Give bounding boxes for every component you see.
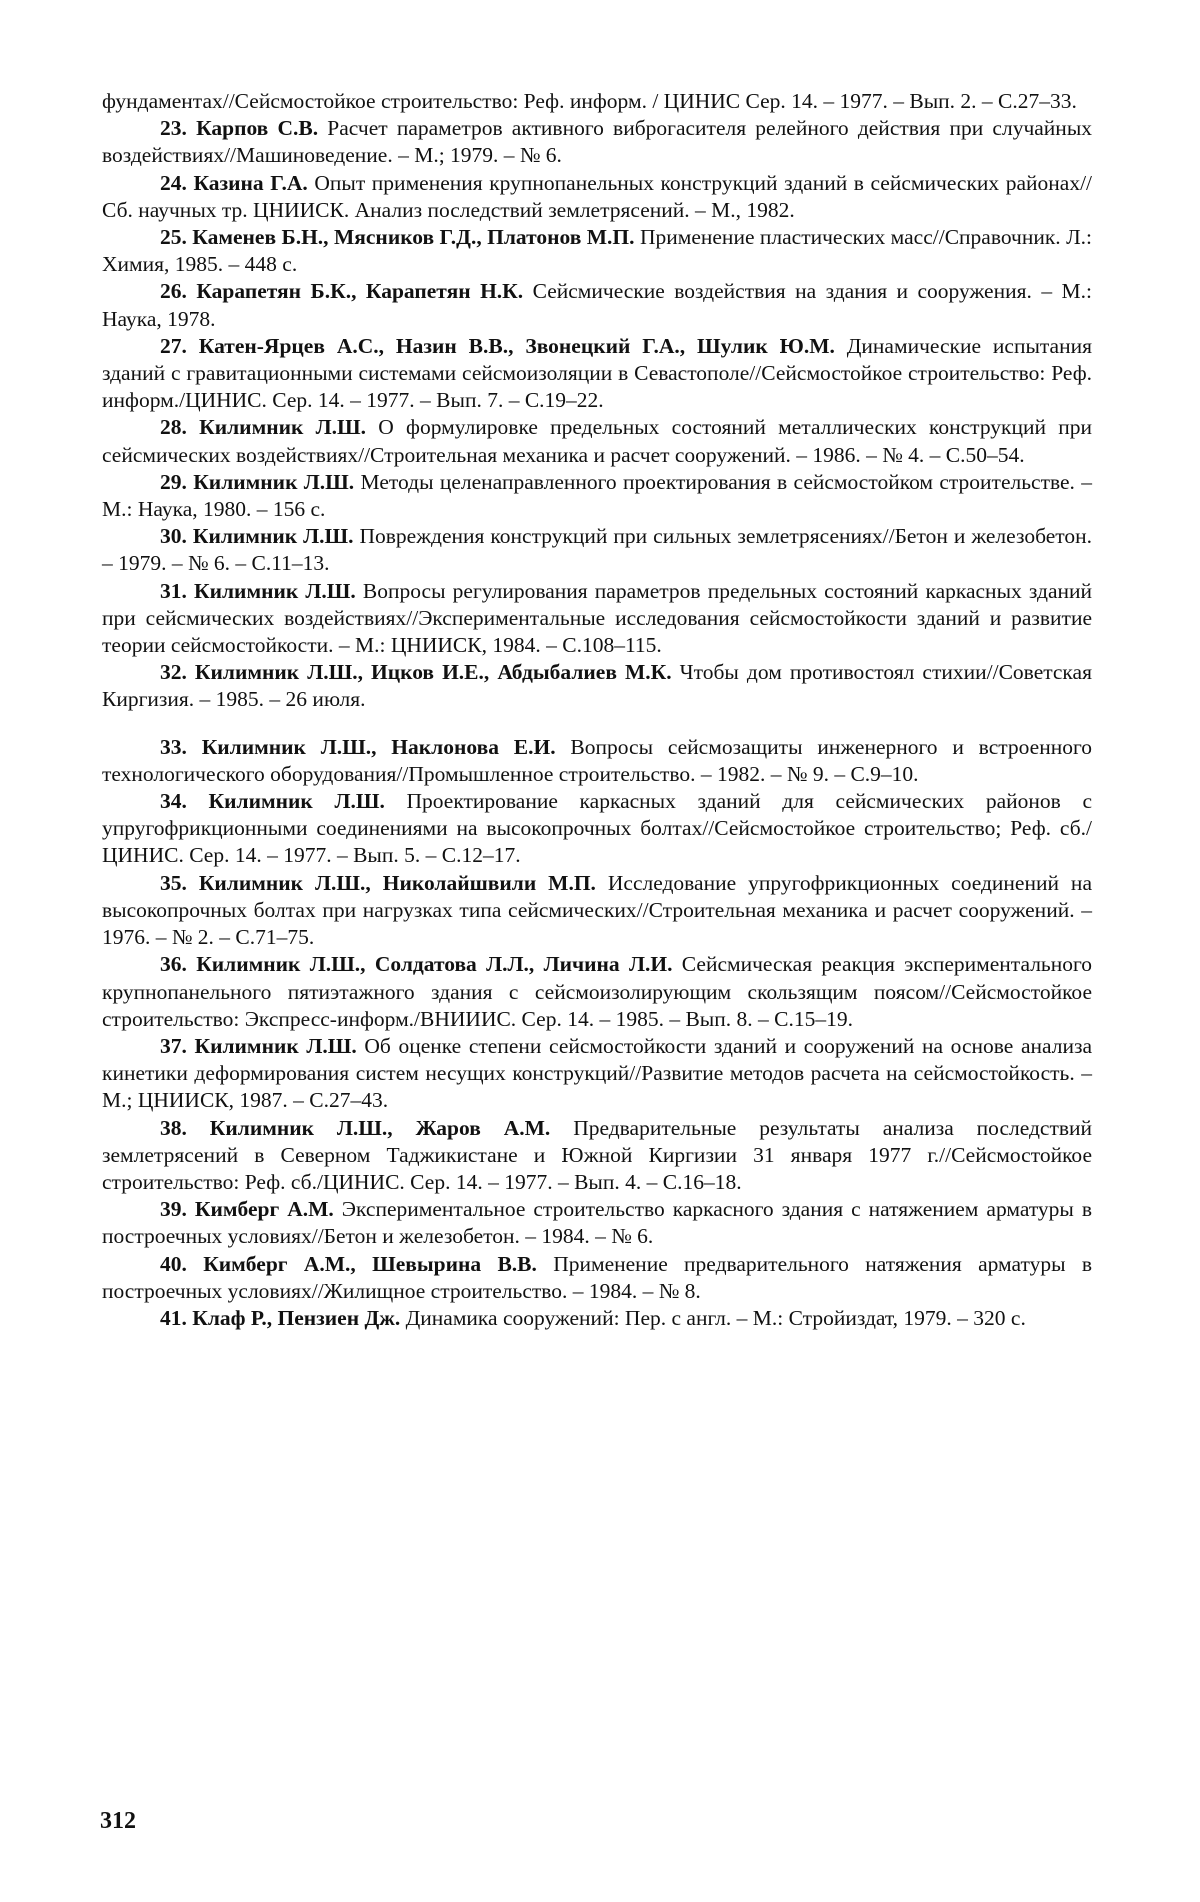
reference-number: 27.: [160, 333, 187, 358]
reference-authors: Килимник Л.Ш., Жаров А.М.: [209, 1115, 551, 1140]
reference-authors: Килимник Л.Ш.: [192, 524, 354, 549]
reference-number: 31.: [160, 578, 187, 603]
reference-item: [102, 659, 1092, 713]
reference-authors: Килимник Л.Ш., Ицков И.Е., Абдыбалиев М.К.: [194, 660, 672, 685]
reference-authors: Каменев Б.Н., Мясников Г.Д., Платонов М.П.: [192, 225, 635, 250]
reference-number: 28.: [160, 415, 187, 440]
reference-item: [102, 469, 1092, 523]
reference-item: [102, 333, 1092, 415]
reference-text: Методы целенаправленного проектирования в сейсмостойком строительстве. – М.: Наука, 1980. – 156 с.: [102, 469, 1092, 522]
reference-item: [102, 170, 1092, 224]
reference-text: О формулировке предельных состояний металлических конструкций при сейсмических воздействиях//Строительная механика и расчет сооружений. – 1986. – № 4. – С.50–54.: [102, 415, 1093, 467]
reference-text: Чтобы дом противостоял стихии//Советская Киргизия. – 1985. – 26 июля.: [102, 660, 1092, 712]
reference-authors: Килимник Л.Ш., Солдатова Л.Л., Личина Л.И.: [196, 952, 673, 977]
reference-text: Динамика сооружений: Пер. с англ. – М.: Стройиздат, 1979. – 320 с.: [405, 1305, 1026, 1330]
reference-text: Экспериментальное строительство каркасного здания с натяжением арматуры в построечных условиях//Бетон и железобетон. – 1984. – № 6.: [102, 1197, 1093, 1249]
bibliography-list: [102, 88, 1092, 1332]
reference-text: Применение пластических масс//Справочник. Л.: Химия, 1985. – 448 с.: [102, 225, 1093, 277]
reference-text: Вопросы сейсмозащиты инженерного и встроенного технологического оборудования//Промышленное строительство. – 1982. – № 9. – С.9–10.: [102, 734, 1092, 786]
reference-number: 39.: [160, 1197, 187, 1222]
reference-number: 30.: [160, 524, 187, 549]
reference-text: Применение предварительного натяжения арматуры в построечных условиях//Жилищное строительство. – 1984. – № 8.: [102, 1251, 1092, 1303]
reference-authors: Килимник Л.Ш.: [208, 789, 385, 814]
page-number: 312: [100, 1808, 136, 1834]
reference-authors: Килимник Л.Ш.: [199, 415, 367, 440]
reference-number: 38.: [160, 1115, 187, 1140]
reference-number: 33.: [160, 734, 187, 759]
reference-text: Динамические испытания зданий с гравитационными системами сейсмоизоляции в Севастополе//Сейсмостойкое строительство: Реф. информ./ЦИНИС. Сер. 14. – 1977. – Вып. 7. – С.19–22.: [102, 333, 1092, 413]
reference-number: 34.: [160, 789, 187, 814]
reference-authors: Килимник Л.Ш., Николайшвили М.П.: [198, 870, 596, 895]
reference-number: 26.: [160, 279, 187, 304]
reference-item: [102, 278, 1092, 332]
reference-item: [102, 1305, 1092, 1332]
reference-item: [102, 578, 1092, 660]
reference-text: Сейсмические воздействия на здания и сооружения. – М.: Наука, 1978.: [102, 279, 1093, 331]
reference-number: 32.: [160, 660, 187, 685]
reference-authors: Казина Г.А.: [193, 170, 308, 195]
reference-item: [102, 788, 1092, 870]
reference-item: [102, 115, 1092, 169]
reference-authors: Килимник Л.Ш., Наклонова Е.И.: [201, 734, 556, 759]
reference-text: Сейсмическая реакция экспериментального крупнопанельного пятиэтажного здания с сейсмоизолирующим скользящим поясом//Сейсмостойкое строительство: Экспресс-информ./ВНИИИС. Сер. 14. – 1985. – Вып. 8. – С.15–19.: [102, 952, 1093, 1031]
reference-text: Предварительные результаты анализа последствий землетрясений в Северном Таджикистане и Южной Киргизии 31 января 1977 г.//Сейсмостойкое строительство: Реф. сб./ЦИНИС. Сер. 14. – 1977. – Вып. 4. – С.16–18.: [102, 1115, 1093, 1194]
reference-authors: Катен-Ярцев А.С., Назин В.В., Звонецкий Г.А., Шулик Ю.М.: [198, 333, 835, 358]
reference-item: [102, 951, 1092, 1033]
reference-text: Повреждения конструкций при сильных землетрясениях//Бетон и железобетон. – 1979. – № 6. – С.11–13.: [102, 524, 1093, 576]
reference-authors: Килимник Л.Ш.: [194, 1033, 357, 1058]
reference-item: [102, 870, 1092, 952]
reference-item: [102, 523, 1092, 577]
reference-item: [102, 1251, 1092, 1305]
reference-number: 41.: [160, 1305, 187, 1330]
reference-text: Исследование упругофрикционных соединений на высокопрочных болтах при нагрузках типа сейсмических//Строительная механика и расчет сооружений. – 1976. – № 2. – С.71–75.: [102, 870, 1092, 950]
reference-text: Опыт применения крупнопанельных конструкций зданий в сейсмических районах//Сб. научных тр. ЦНИИСК. Анализ последствий землетрясений. – М., 1982.: [102, 170, 1093, 222]
reference-authors: Кимберг А.М.: [194, 1197, 334, 1222]
reference-number: 24.: [160, 170, 187, 195]
reference-text: Об оценке степени сейсмостойкости зданий и сооружений на основе анализа кинетики деформирования систем несущих конструкций//Развитие методов расчета на сейсмостойкость. – М.; ЦНИИСК, 1987. – С.27–43.: [102, 1033, 1093, 1113]
reference-text: Проектирование каркасных зданий для сейсмических районов с упругофрикционными соединениями на высокопрочных болтах//Сейсмостойкое строительство; Реф. сб./ЦИНИС. Сер. 14. – 1977. – Вып. 5. – С.12–17.: [102, 789, 1093, 868]
reference-item: [102, 1033, 1092, 1115]
reference-continuation: [102, 88, 1092, 115]
reference-text: Вопросы регулирования параметров предельных состояний каркасных зданий при сейсмических воздействиях//Экспериментальные исследования сейсмостойкости зданий и развитие теории сейсмостойкости. – М.: ЦНИИСК, 1984. – С.108–115.: [102, 578, 1093, 658]
reference-number: 37.: [160, 1033, 187, 1058]
reference-number: 40.: [160, 1251, 187, 1276]
reference-item: [102, 734, 1092, 788]
reference-item: [102, 1196, 1092, 1250]
reference-item: [102, 224, 1092, 278]
reference-authors: Карпов С.В.: [196, 116, 319, 141]
reference-number: 23.: [160, 116, 187, 141]
reference-item: [102, 1115, 1092, 1197]
reference-authors: Килимник Л.Ш.: [193, 469, 355, 494]
reference-text: фундаментах//Сейсмостойкое строительство: Реф. информ. / ЦИНИС Сер. 14. – 1977. – Вып. 2. – С.27–33.: [102, 89, 1077, 113]
reference-authors: Клаф Р., Пензиен Дж.: [192, 1305, 401, 1330]
reference-number: 25.: [160, 225, 187, 250]
reference-text: Расчет параметров активного виброгасителя релейного действия при случайных воздействиях//Машиноведение. – М.; 1979. – № 6.: [102, 116, 1093, 168]
reference-number: 36.: [160, 952, 187, 977]
reference-authors: Кимберг А.М., Шевырина В.В.: [203, 1251, 537, 1276]
reference-number: 35.: [160, 870, 187, 895]
reference-authors: Килимник Л.Ш.: [194, 578, 356, 603]
reference-authors: Карапетян Б.К., Карапетян Н.К.: [196, 279, 524, 304]
reference-item: [102, 414, 1092, 468]
reference-number: 29.: [160, 469, 187, 494]
